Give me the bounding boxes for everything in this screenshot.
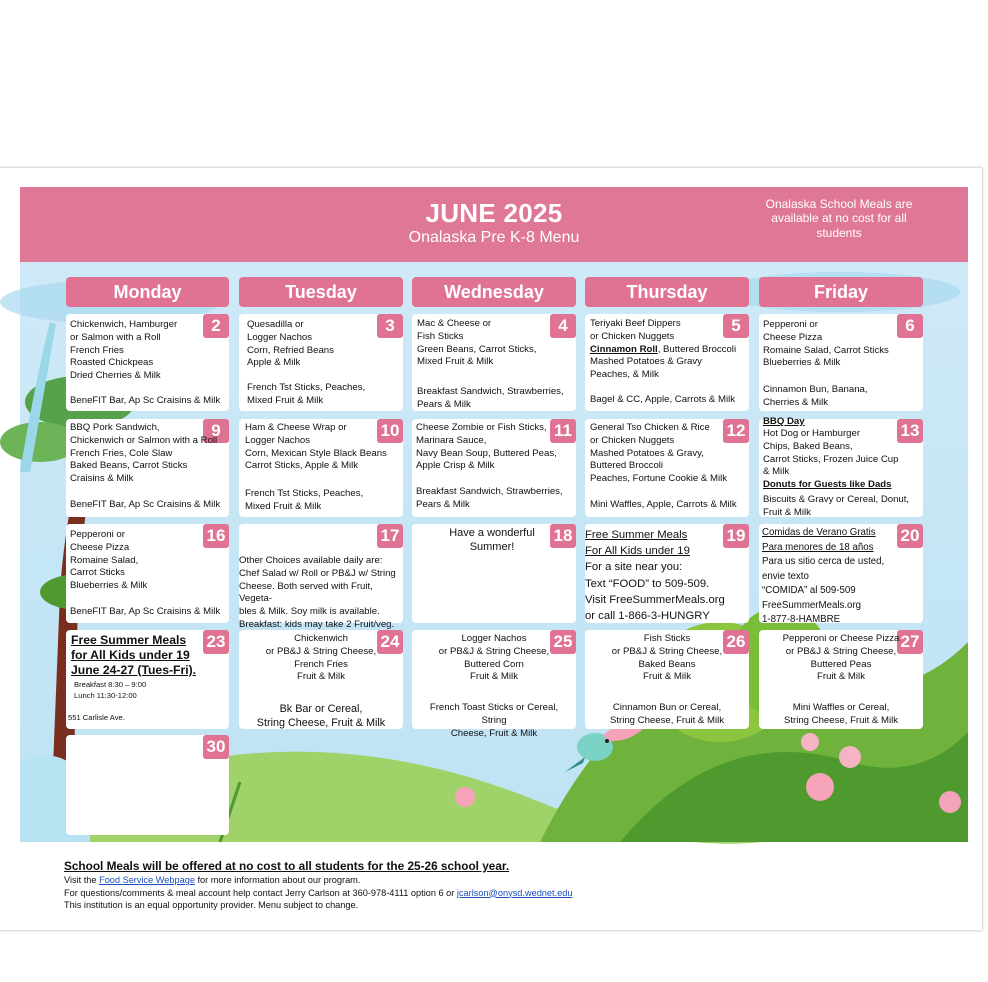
lunch-entree: Teriyaki Beef Dippers or Chicken Nuggets	[590, 318, 681, 342]
date-number: 25	[550, 630, 576, 654]
lunch-menu: Chickenwich or PB&J & String Cheese, French Fries Fruit & Milk	[265, 633, 377, 683]
date-number: 9	[203, 419, 229, 443]
breakfast-menu: Mini Waffles or Cereal, String Cheese, Fruit & Milk	[783, 702, 899, 726]
visit-suffix: for more information about our program.	[194, 875, 361, 885]
day-cell-3	[239, 314, 403, 411]
lunch-menu: BBQ Pork Sandwich, Chickenwich or Salmon with a Roll French Fries, Cole Slaw Baked Beans, Carrot Sticks Craisins & Milk	[70, 422, 218, 485]
date-number: 4	[550, 314, 576, 338]
date-number: 24	[377, 630, 403, 654]
page-title: JUNE 2025	[425, 198, 563, 228]
date-number: 6	[897, 314, 923, 338]
lunch-menu: Hot Dog or Hamburger Chips, Baked Beans, Carrot Sticks, Frozen Juice Cup & Milk	[763, 428, 899, 478]
lunch-menu	[590, 318, 736, 382]
day-cell-9	[66, 419, 229, 517]
contact-line	[64, 887, 944, 900]
summer-meals-announcement: Free Summer Meals for All Kids under 19 June 24-27 (Tues-Fri).	[71, 633, 197, 677]
lunch-menu: Chickenwich, Hamburger or Salmon with a Roll French Fries Roasted Chickpeas Dried Cherries & Milk	[70, 319, 178, 382]
day-cell-26	[585, 630, 749, 729]
date-number: 17	[377, 524, 403, 548]
date-number: 26	[723, 630, 749, 654]
date-number: 19	[723, 524, 749, 548]
breakfast-menu: Breakfast Sandwich, Strawberries, Pears & Milk	[417, 386, 564, 410]
breakfast-menu: BeneFIT Bar, Ap Sc Craisins & Milk	[70, 606, 221, 617]
day-cell-19	[585, 524, 749, 623]
breakfast-menu: BeneFIT Bar, Ap Sc Craisins & Milk	[70, 395, 221, 406]
date-number: 11	[550, 419, 576, 443]
next-year-notice: School Meals will be offered at no cost to all students for the 25-26 school year.	[64, 859, 510, 873]
disclaimer: This institution is an equal opportunity provider. Menu subject to change.	[64, 900, 359, 910]
breakfast-menu: Biscuits & Gravy or Cereal, Donut, Fruit & Milk	[763, 494, 910, 518]
day-header-monday: Monday	[66, 277, 229, 307]
contact-email-link[interactable]: jcarlson@onysd.wednet.edu	[456, 887, 573, 898]
breakfast-menu: Bagel & CC, Apple, Carrots & Milk	[590, 394, 736, 405]
day-cell-30	[66, 735, 229, 835]
day-cell-6	[759, 314, 923, 411]
free-meals-notice: Onalaska School Meals are available at no cost for all students	[765, 197, 913, 240]
contact-prefix: For questions/comments & meal account help contact Jerry Carlson at 360-978-4111 option 6 or	[64, 887, 457, 898]
summer-meals-info-spanish	[762, 526, 884, 628]
date-number: 12	[723, 419, 749, 443]
footer-notes	[64, 859, 944, 912]
day-cell-13	[759, 416, 923, 518]
day-cell-11	[412, 419, 576, 517]
date-number: 10	[377, 419, 403, 443]
lunch-menu: Pepperoni or Cheese Pizza Romaine Salad, Carrot Sticks Blueberries & Milk	[763, 319, 889, 369]
breakfast-menu: French Toast Sticks or Cereal, String Cheese, Fruit & Milk	[429, 702, 559, 739]
date-number: 5	[723, 314, 749, 338]
summer-meals-heading-spanish: Comidas de Verano Gratis	[762, 527, 876, 538]
date-number: 23	[203, 630, 229, 654]
lunch-menu: Ham & Cheese Wrap or Logger Nachos Corn, Mexican Style Black Beans Carrot Sticks, Apple & Milk	[245, 422, 387, 472]
breakfast-menu: Bk Bar or Cereal, String Cheese, Fruit & Milk	[256, 703, 386, 729]
breakfast-menu: French Tst Sticks, Peaches, Mixed Fruit & Milk	[245, 488, 364, 512]
summer-meal-times: Breakfast 8:30 – 9:00 Lunch 11:30-12:00	[74, 680, 147, 700]
day-header-wednesday: Wednesday	[412, 277, 576, 307]
donuts-title: Donuts for Guests like Dads	[763, 479, 892, 490]
food-service-link[interactable]: Food Service Webpage	[99, 875, 195, 885]
breakfast-menu: Mini Waffles, Apple, Carrots & Milk	[590, 499, 737, 510]
summer-greeting: Have a wonderful Summer!	[449, 527, 535, 553]
lunch-highlight: Cinnamon Roll	[590, 343, 658, 355]
day-cell-16	[66, 524, 229, 623]
summer-meals-contact-spanish: Para us sitio cerca de usted, envie texto “COMIDA” al 509-509 FreeSummerMeals.org 1-877-8-HAMBRE	[762, 556, 885, 625]
day-cell-10	[239, 419, 403, 517]
summer-meal-address: 551 Carlisle Ave.	[68, 713, 125, 722]
summer-meals-heading: Free Summer Meals	[585, 529, 688, 541]
lunch-menu: General Tso Chicken & Rice or Chicken Nuggets Mashed Potatoes & Gravy, Buttered Broccoli Peaches, Fortune Cookie & Milk	[590, 422, 728, 485]
lunch-menu: Pepperoni or Cheese Pizza or PB&J & String Cheese, Buttered Peas Fruit & Milk	[782, 633, 900, 683]
date-number: 18	[550, 524, 576, 548]
visit-prefix: Visit the	[64, 875, 100, 885]
day-header-tuesday: Tuesday	[239, 277, 403, 307]
lunch-menu: Fish Sticks or PB&J & String Cheese, Baked Beans Fruit & Milk	[611, 633, 723, 683]
day-cell-2	[66, 314, 229, 411]
daily-choices-note: Other Choices available daily are: Chef Salad w/ Roll or PB&J w/ String Cheese. Both served with Fruit, Vegeta- bles & Milk. Soy milk is available. Breakfast: kids may take 2 Fruit/veg.	[239, 555, 396, 630]
lunch-menu: Logger Nachos or PB&J & String Cheese, Buttered Corn Fruit & Milk	[438, 633, 550, 683]
date-number: 16	[203, 524, 229, 548]
date-number: 13	[897, 419, 923, 443]
day-cell-23	[66, 630, 229, 729]
lunch-menu: Mac & Cheese or Fish Sticks Green Beans, Carrot Sticks, Mixed Fruit & Milk	[417, 318, 537, 368]
day-cell-27	[759, 630, 923, 729]
date-number: 27	[897, 630, 923, 654]
summer-meals-eligibility: For All Kids under 19	[585, 545, 690, 558]
day-cell-5	[585, 314, 749, 411]
date-number: 3	[377, 314, 403, 338]
summer-meals-info	[585, 527, 725, 624]
day-cell-20	[759, 524, 923, 623]
summer-meals-contact: For a site near you: Text “FOOD” to 509-509. Visit FreeSummerMeals.org or call 1-866-3-HUNGRY	[585, 561, 725, 623]
day-header-thursday: Thursday	[585, 277, 749, 307]
lunch-side: , Buttered Broccoli	[657, 343, 737, 355]
day-cell-24	[239, 630, 403, 729]
lunch-menu: Pepperoni or Cheese Pizza Romaine Salad, Carrot Sticks Blueberries & Milk	[70, 529, 148, 592]
summer-meals-eligibility-spanish: Para menores de 18 años	[762, 541, 874, 553]
page-subtitle: Onalaska Pre K-8 Menu	[408, 229, 580, 246]
date-number: 30	[203, 735, 229, 759]
lunch-menu: Cheese Zombie or Fish Sticks, Marinara Sauce, Navy Bean Soup, Buttered Peas, Apple Crisp & Milk	[416, 422, 557, 472]
breakfast-menu: Cinnamon Bun or Cereal, String Cheese, Fruit & Milk	[609, 702, 725, 726]
lunch-menu: Quesadilla or Logger Nachos Corn, Refried Beans Apple & Milk	[247, 319, 334, 369]
breakfast-menu: BeneFIT Bar, Ap Sc Craisins & Milk	[70, 499, 221, 510]
day-cell-4	[412, 314, 576, 411]
day-cell-18	[412, 524, 576, 623]
bbq-day-title: BBQ Day	[763, 416, 805, 427]
day-cell-12	[585, 419, 749, 517]
date-number: 2	[203, 314, 229, 338]
day-cell-25	[412, 630, 576, 739]
date-number: 20	[897, 524, 923, 548]
lunch-extras: Mashed Potatoes & Gravy Peaches, & Milk	[590, 356, 702, 381]
breakfast-menu: Cinnamon Bun, Banana, Cherries & Milk	[763, 384, 868, 408]
breakfast-menu: French Tst Sticks, Peaches, Mixed Fruit & Milk	[247, 382, 366, 406]
breakfast-menu: Breakfast Sandwich, Strawberries, Pears & Milk	[416, 486, 563, 510]
day-header-friday: Friday	[759, 277, 923, 307]
visit-line	[64, 874, 944, 887]
day-cell-17	[239, 524, 403, 630]
